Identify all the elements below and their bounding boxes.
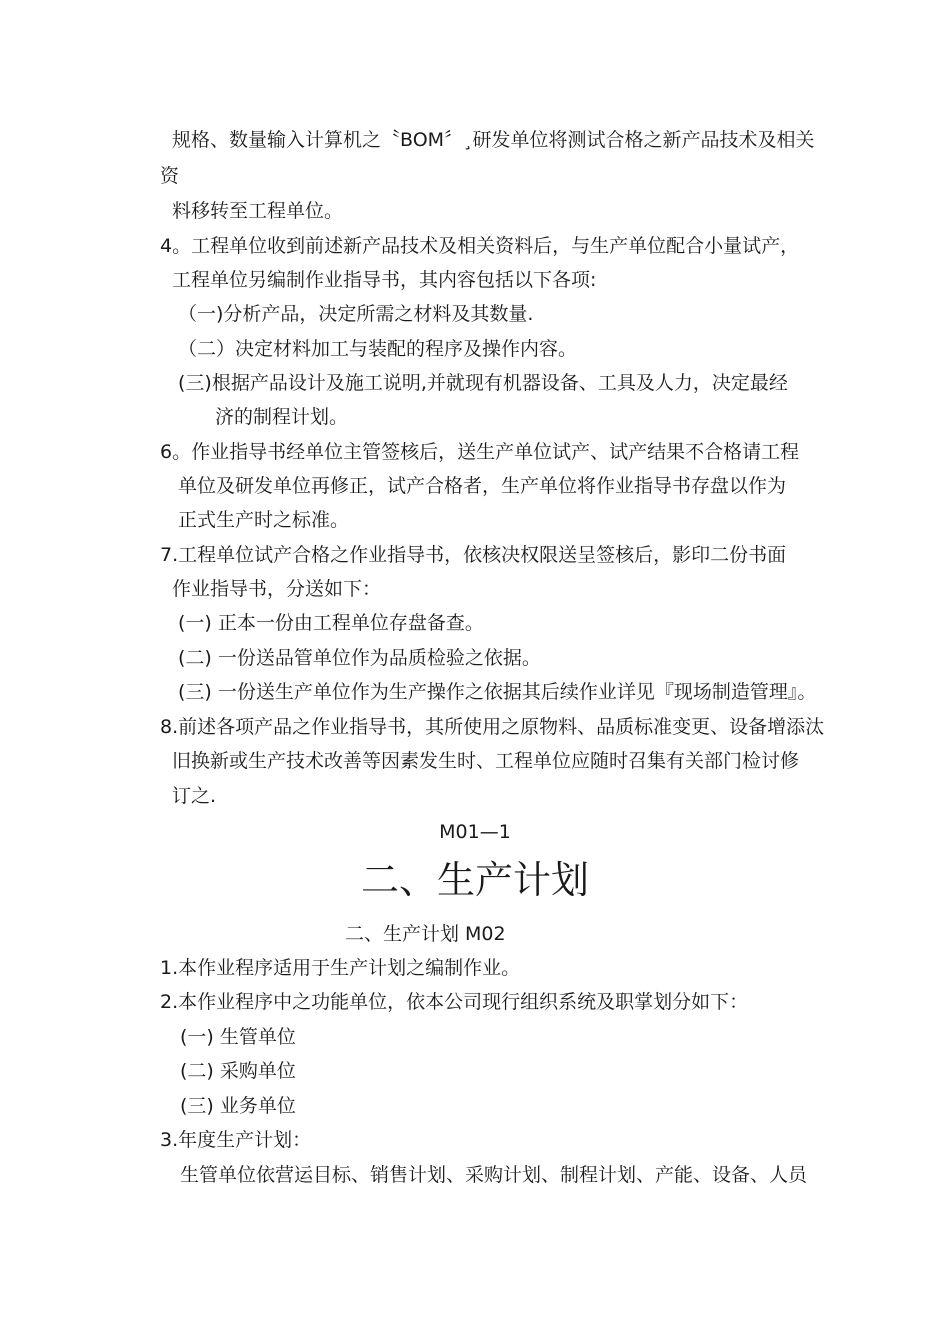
text-line: (三)根据产品设计及施工说明,并就现有机器设备、工具及人力，决定最经 xyxy=(178,372,788,394)
text-line: 4。工程单位收到前述新产品技术及相关资料后，与生产单位配合小量试产， xyxy=(160,235,800,257)
text-line: 3.年度生产计划： xyxy=(160,1129,312,1151)
text-line: (三) 业务单位 xyxy=(180,1095,296,1117)
text-line: 资 xyxy=(160,165,180,187)
text-line: 生管单位依营运目标、销售计划、采购计划、制程计划、产能、设备、人员 xyxy=(180,1164,808,1186)
text-line: （一)分析产品，决定所需之材料及其数量. xyxy=(178,303,534,325)
text-line: 工程单位另编制作业指导书，其内容包括以下各项: xyxy=(172,269,597,291)
text-line: 正式生产时之标准。 xyxy=(178,509,350,531)
text-line: 规格、数量输入计算机之〝BOM〞¸研发单位将测试合格之新产品技术及相关 xyxy=(172,129,815,151)
section-code: M01—1 xyxy=(439,821,511,843)
text-line: 订之. xyxy=(172,785,217,807)
text-line: 6。作业指导书经单位主管签核后，送生产单位试产、试产结果不合格请工程 xyxy=(160,441,800,463)
text-line: 2.本作业程序中之功能单位，依本公司现行组织系统及职掌划分如下： xyxy=(160,991,749,1013)
text-line: (三) 一份送生产单位作为生产操作之依据其后续作业详见『现场制造管理』。 xyxy=(178,681,817,703)
text-line: (一) 正本一份由工程单位存盘备查。 xyxy=(178,612,484,634)
text-line: 7.工程单位试产合格之作业指导书，依核决权限送呈签核后，影印二份书面 xyxy=(160,544,787,566)
text-line: （二）决定材料加工与装配的程序及操作内容。 xyxy=(178,338,578,360)
text-line: 旧换新或生产技术改善等因素发生时、工程单位应随时召集有关部门检讨修 xyxy=(172,750,800,772)
text-line: (二) 一份送品管单位作为品质检验之依据。 xyxy=(178,647,541,669)
text-line: 济的制程计划。 xyxy=(215,406,349,428)
subheading: 二、生产计划 M02 xyxy=(345,923,506,945)
text-line: 8.前述各项产品之作业指导书，其所使用之原物料、品质标准变更、设备增添汰 xyxy=(160,716,825,738)
section-heading: 二、生产计划 xyxy=(360,858,589,902)
text-line: (一) 生管单位 xyxy=(180,1026,296,1048)
text-line: 单位及研发单位再修正，试产合格者，生产单位将作业指导书存盘以作为 xyxy=(178,475,787,497)
text-line: (二) 采购单位 xyxy=(180,1060,296,1082)
text-line: 作业指导书，分送如下： xyxy=(172,578,382,600)
text-line: 1.本作业程序适用于生产计划之编制作业。 xyxy=(160,957,521,979)
text-line: 料移转至工程单位。 xyxy=(172,200,344,222)
